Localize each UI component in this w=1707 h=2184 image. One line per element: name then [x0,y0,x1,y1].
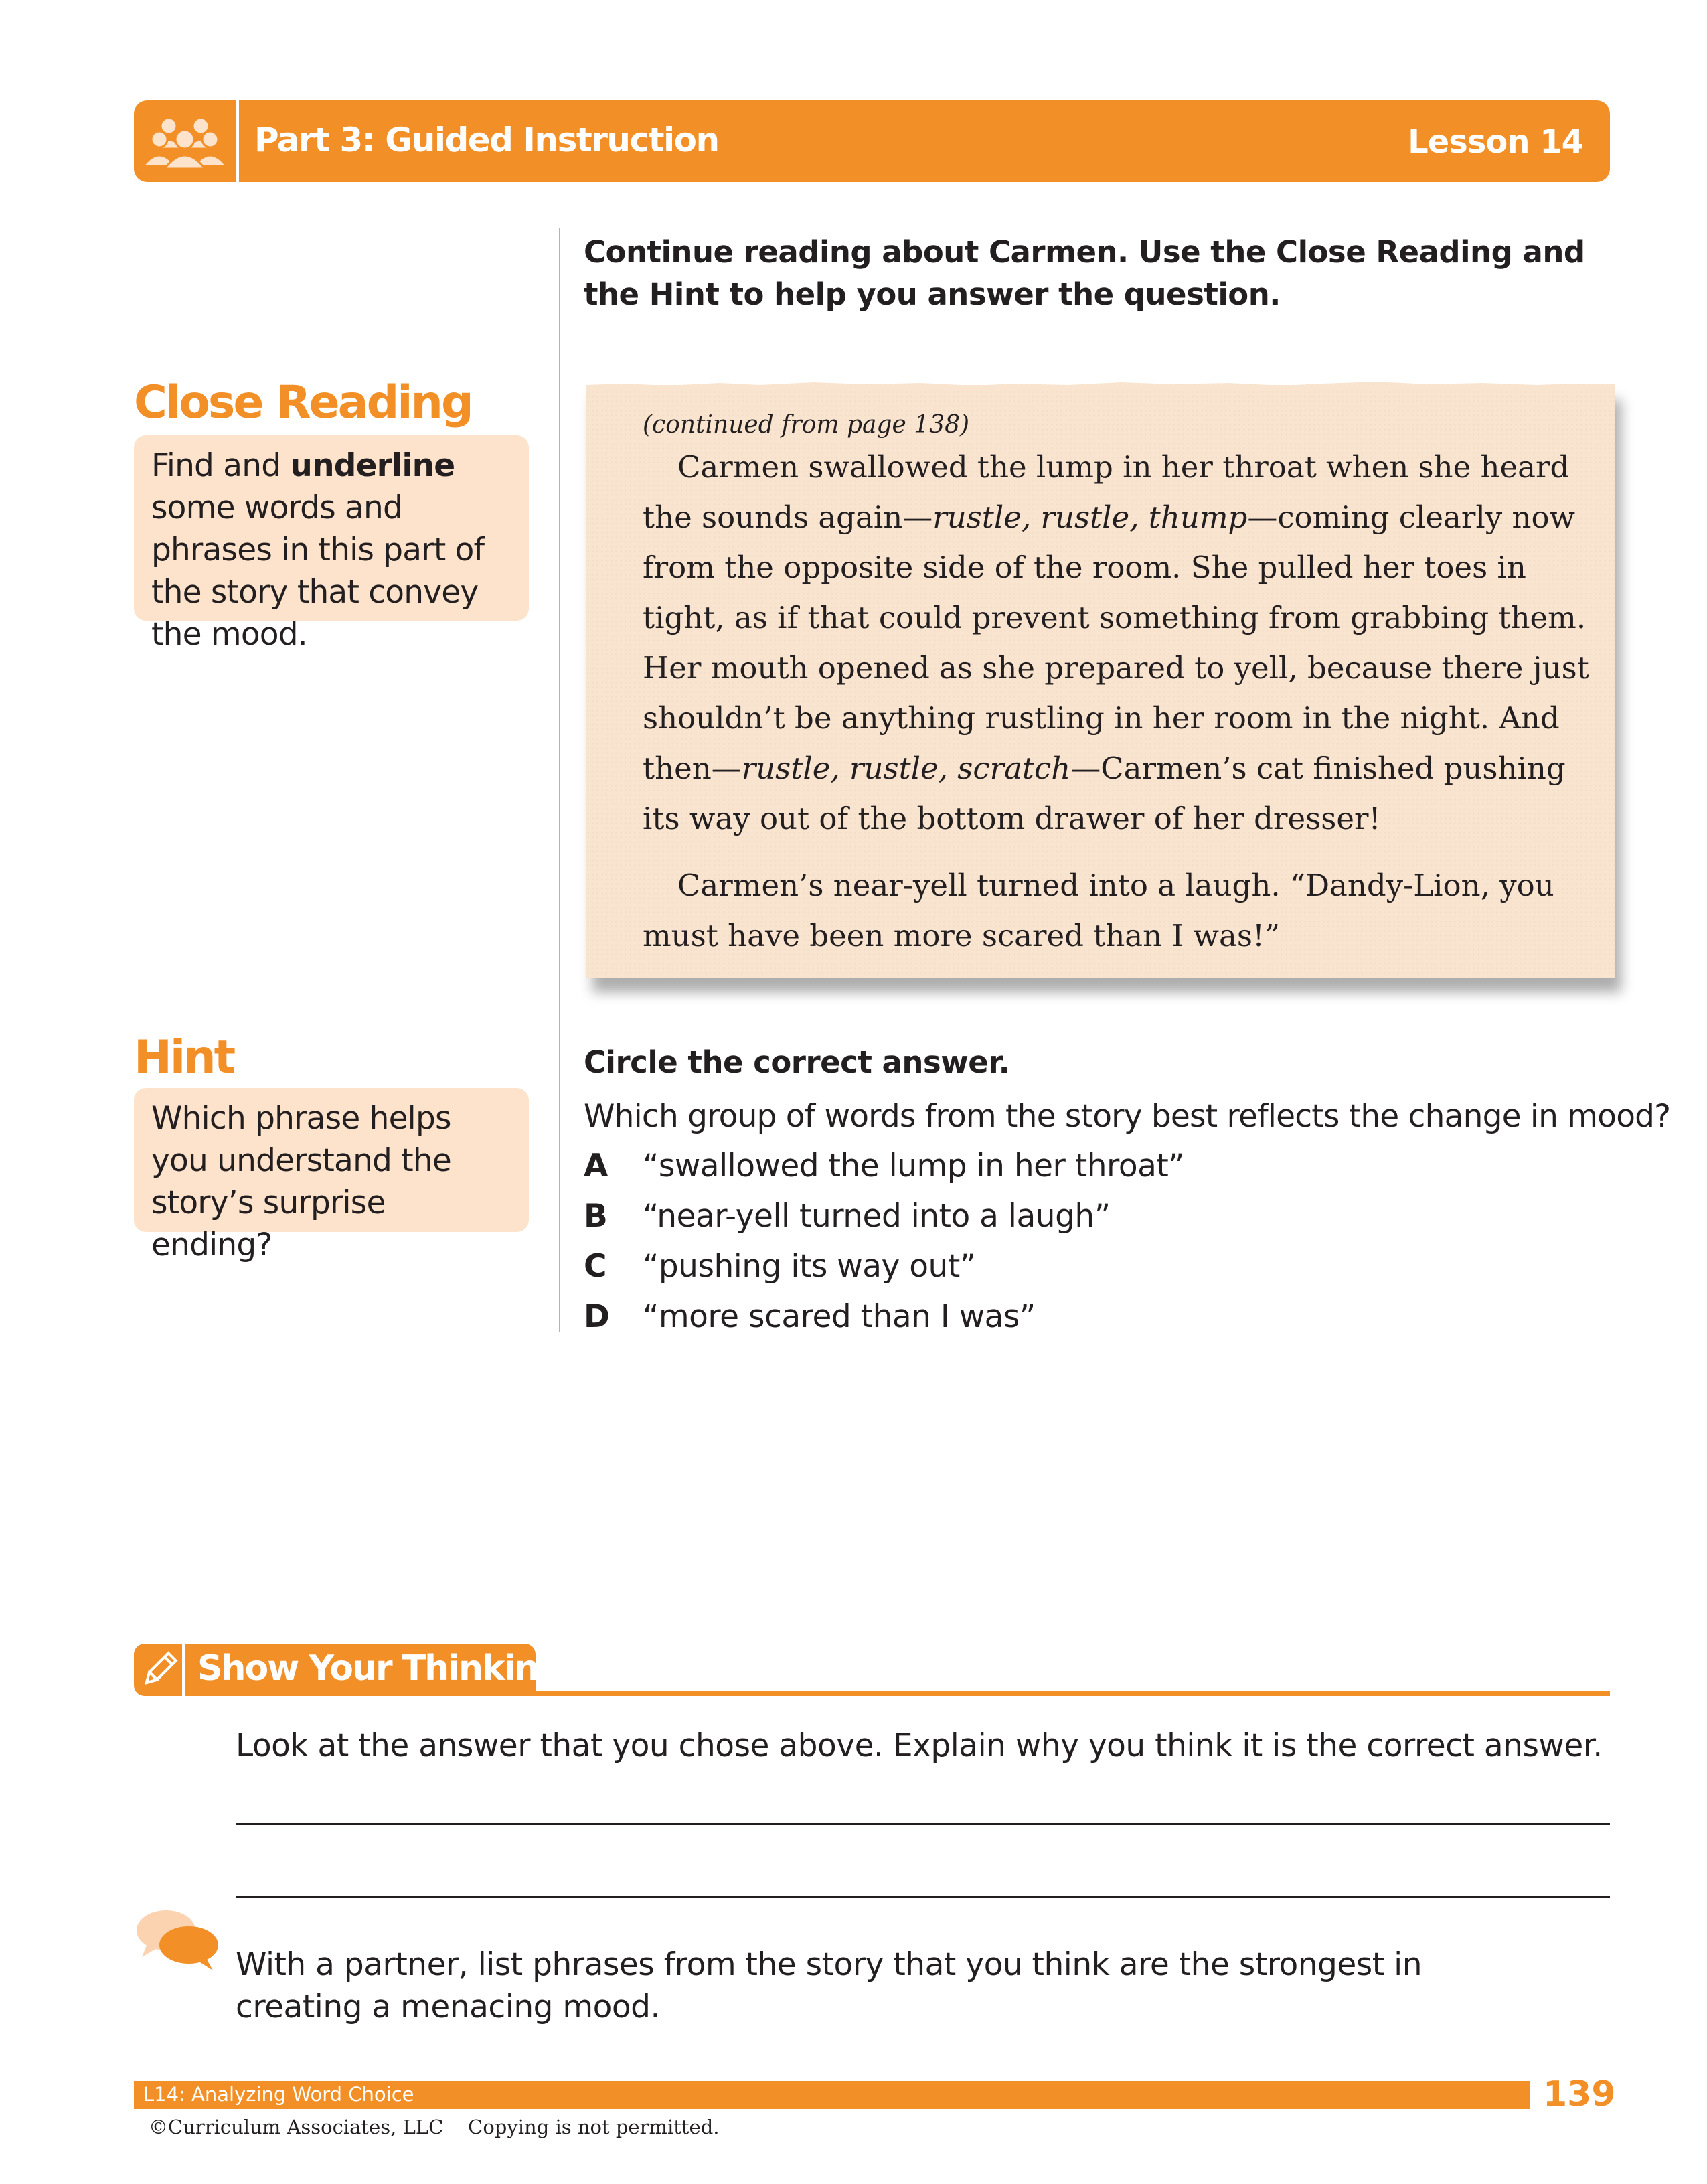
answer-line[interactable] [236,1823,1610,1825]
passage-run: —Carmen’s cat finished pushing its way out of the bottom drawer of her dresser! [643,751,1566,836]
instruction-text: Continue reading about Carmen. Use the Close Reading and the Hint to help you answer the question. [584,234,1585,312]
passage-note: (continued from page 138) [643,411,970,439]
close-reading-box [134,435,529,653]
passage-italic-run: rustle, rustle, thump [932,499,1248,535]
show-thinking-rule [522,1691,1610,1696]
show-thinking-title: Show Your Thinking [197,1648,562,1689]
choice-letter: C [584,1248,606,1285]
answer-choice-a[interactable] [584,1148,1184,1184]
pencil-icon [139,1649,179,1691]
answer-line[interactable] [236,1896,1610,1898]
partner-prompt: With a partner, list phrases from the story that you think are the strongest in creating a menacing mood. [236,1946,1422,2025]
passage-run: —coming clearly now from the opposite side of the room. She pulled her toes in tight, as if that could prevent something from grabbing them. Her mouth opened as she prepared to yell, because there just shouldn’t be anything rustling in her room in the night. And then— [643,499,1589,786]
story-passage [586,385,1615,978]
question-directions: Circle the correct answer. [584,1044,1010,1080]
close-reading-emphasis: underline [290,447,455,484]
choice-text: “near-yell turned into a laugh” [643,1198,1111,1235]
torn-edge [586,376,1615,390]
answer-choice-d[interactable] [584,1298,1036,1335]
passage-paragraph: Carmen’s near-yell turned into a laugh. “Dandy-Lion, you must have been more scared than I was!” [643,868,1554,953]
choice-letter: B [584,1198,608,1235]
close-reading-title: Close Reading [134,376,472,429]
hint-text: Which phrase helps you understand the story’s surprise ending? [151,1100,451,1263]
header-divider [236,100,239,182]
answer-choice-b[interactable] [584,1198,1111,1235]
close-reading-text-end: some words and phrases in this part of the story that convey the mood. [151,489,485,653]
choice-letter: D [584,1298,610,1335]
group-icon [134,100,236,182]
lesson-header-bar [134,100,1610,182]
choice-text: “pushing its way out” [643,1248,976,1285]
explain-prompt: Look at the answer that you chose above. Explain why you think it is the correct answer. [236,1727,1603,1764]
hint-title: Hint [134,1031,234,1084]
passage-paragraph [643,442,1607,844]
page-number: 139 [1543,2074,1616,2114]
speech-bubbles-icon [134,1905,224,1972]
passage-italic-run: rustle, rustle, scratch [741,751,1071,786]
choice-text: “swallowed the lump in her throat” [643,1148,1185,1184]
column-divider [559,228,560,1332]
lesson-number: Lesson 14 [1408,123,1583,161]
choice-text: “more scared than I was” [643,1298,1036,1335]
hint-box [134,1088,529,1263]
question-text: Which group of words from the story best reflects the change in mood? [584,1098,1671,1135]
choice-letter: A [584,1148,608,1184]
passage-run: Carmen swallowed the lump in her throat when she heard the sounds again— [643,449,1570,535]
show-thinking-divider [182,1644,185,1696]
footer-lesson-label: L14: Analyzing Word Choice [143,2083,414,2106]
copyright-notice: ©Curriculum Associates, LLC Copying is not permitted. [149,2116,720,2138]
close-reading-text-start: Find and [151,447,291,484]
passage-text [643,408,1607,961]
header-title: Part 3: Guided Instruction [254,121,719,159]
answer-choice-c[interactable] [584,1248,976,1285]
